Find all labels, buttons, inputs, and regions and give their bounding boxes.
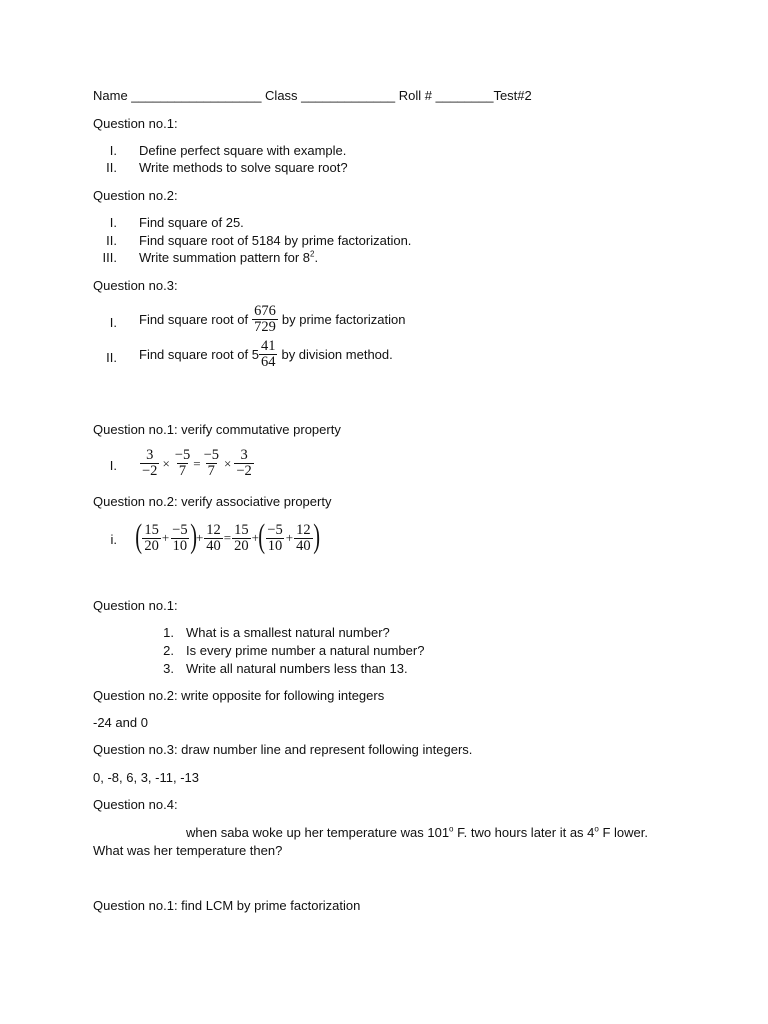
fraction-d (234, 448, 253, 479)
plus-sign: + (251, 530, 259, 545)
s3-q1-item1-num: 1. (163, 625, 174, 640)
fraction-f (294, 523, 313, 554)
denominator: 40 (206, 537, 221, 554)
associative-expression (135, 518, 320, 555)
fraction-a (142, 523, 161, 554)
s3-q1-item3-text: Write all natural numbers less than 13. (186, 661, 408, 676)
numerator: 15 (234, 521, 249, 538)
s3-q1-item2-num: 2. (163, 643, 174, 658)
s1-q3-item1-num: I. (109, 315, 117, 330)
s1-q3-item2-num: II. (106, 350, 117, 365)
equals-sign: = (193, 455, 201, 471)
s3-q2-title: Question no.2: write opposite for following integers (93, 688, 385, 703)
fraction-b (170, 523, 189, 554)
s1-q1-item2-num: II. (106, 160, 117, 175)
s3-q4-line1 (186, 825, 648, 841)
plus-sign: + (195, 530, 204, 545)
denominator: −2 (142, 463, 158, 479)
denominator: 10 (172, 537, 188, 554)
fraction-b (173, 448, 192, 479)
denominator: 729 (254, 319, 276, 335)
denominator: 7 (207, 463, 215, 479)
denominator: −2 (236, 463, 252, 479)
degree-symbol: o (449, 824, 454, 834)
s1-q3-item2-row (139, 339, 393, 370)
s1-q2-title: Question no.2: (93, 188, 178, 203)
numerator: −5 (203, 447, 219, 463)
numerator: 41 (260, 338, 276, 354)
s1-q2-item1-text: Find square of 25. (139, 215, 244, 230)
s1-q2-item3-num: III. (102, 250, 117, 265)
left-paren: ( (135, 518, 143, 555)
s2-q2-title: Question no.2: verify associative property (93, 494, 332, 509)
numerator: −5 (174, 447, 191, 463)
denominator: 20 (234, 537, 249, 554)
s1-q1-item1-num: I. (109, 143, 117, 158)
s3-q4-part1: when saba woke up her temperature was 101 (186, 825, 450, 840)
fraction-c (204, 523, 223, 554)
left-paren: ( (258, 518, 266, 555)
commutative-expression (139, 448, 255, 479)
s1-q3-item2-after: by division method. (281, 347, 393, 362)
plus-sign: + (161, 530, 170, 545)
fraction-d (232, 523, 251, 554)
s2-q1-num: I. (109, 458, 117, 473)
s1-q2-item2-num: II. (106, 233, 117, 248)
s4-q1-title: Question no.1: find LCM by prime factorization (93, 898, 361, 913)
s1-q2-item3-exponent: 2 (310, 249, 315, 259)
s1-q2-item2-text: Find square root of 5184 by prime factorization. (139, 233, 412, 248)
s1-q2-item3-text (139, 250, 318, 266)
s1-q1-title: Question no.1: (93, 116, 178, 131)
s3-q3-title: Question no.3: draw number line and represent following integers. (93, 742, 473, 757)
denominator: 7 (178, 463, 187, 479)
fraction-676-729 (252, 304, 278, 335)
s1-q3-item1-after: by prime factorization (281, 312, 406, 327)
s3-q4-part3: F lower. (598, 825, 648, 840)
numerator: 3 (146, 447, 154, 463)
s3-q4-title: Question no.4: (93, 797, 178, 812)
header-line: Name __________________ Class _____________ Roll # ________Test#2 (93, 88, 532, 103)
s3-q4-part2: F. two hours later it as 4 (453, 825, 595, 840)
s3-q1-item1-text: What is a smallest natural number? (186, 625, 390, 640)
numerator: 676 (254, 303, 276, 319)
s3-q1-item3-num: 3. (163, 661, 174, 676)
s1-q2-item3-main: Write summation pattern for 8 (139, 250, 310, 265)
s3-q2-answer: -24 and 0 (93, 715, 148, 730)
denominator: 10 (267, 537, 283, 554)
plus-sign: + (285, 530, 294, 545)
s1-q3-item2-before: Find square root of 5 (139, 347, 259, 362)
numerator: −5 (267, 521, 283, 538)
s2-q1-title: Question no.1: verify commutative property (93, 422, 341, 437)
numerator: 3 (240, 447, 248, 463)
denominator: 40 (296, 537, 311, 554)
numerator: 12 (206, 521, 221, 538)
denominator: 64 (260, 354, 276, 370)
s3-q1-title: Question no.1: (93, 598, 178, 613)
fraction-e (265, 523, 284, 554)
s1-q1-item2-text: Write methods to solve square root? (139, 160, 348, 175)
numerator: −5 (172, 521, 188, 538)
right-paren: ) (189, 518, 197, 555)
denominator: 20 (144, 537, 159, 554)
s1-q2-item1-num: I. (109, 215, 117, 230)
degree-symbol: o (594, 824, 599, 834)
s3-q3-answer: 0, -8, 6, 3, -11, -13 (93, 770, 199, 785)
s1-q3-item1-row (139, 304, 405, 335)
equals-sign: = (223, 530, 232, 545)
s3-q1-item2-text: Is every prime number a natural number? (186, 643, 425, 658)
fraction-a (140, 448, 159, 479)
s3-q4-line2: What was her temperature then? (93, 843, 283, 858)
s1-q3-item1-before: Find square root of (139, 312, 249, 327)
right-paren: ) (312, 518, 320, 555)
times-sign: × (162, 455, 170, 471)
s1-q3-title: Question no.3: (93, 278, 178, 293)
numerator: 15 (144, 521, 159, 538)
fraction-c (202, 448, 221, 479)
s1-q1-item1-text: Define perfect square with example. (139, 143, 347, 158)
s2-q2-num: i. (110, 532, 117, 547)
fraction-41-64 (259, 339, 278, 370)
numerator: 12 (296, 521, 311, 538)
s1-q2-item3-after: . (314, 250, 319, 265)
times-sign: × (224, 455, 232, 471)
